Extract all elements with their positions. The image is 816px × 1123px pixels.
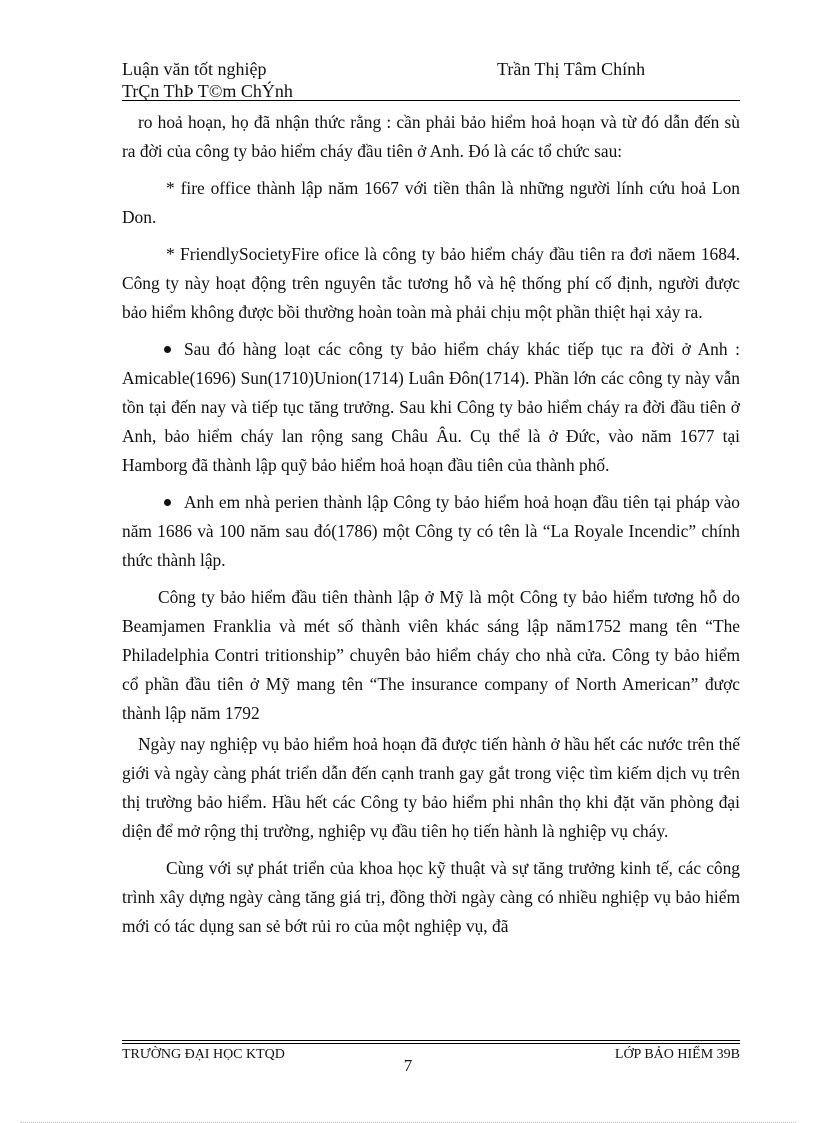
paragraph: Cùng với sự phát triển của khoa học kỹ thuật và sự tăng trưởng kinh tế, các công trình xây dựng ngày càng tăng giá trị, đồng thời ngày càng có nhiều nghiệp vụ bảo hiểm mới có tác dụng san sẻ bớt rủi ro của một nghiệp vụ, đã (122, 858, 740, 936)
bullet-icon (164, 499, 171, 506)
footer-rule (122, 1040, 740, 1041)
thesis-title: Luận văn tốt nghiệp (122, 59, 267, 79)
running-header-left (122, 58, 293, 102)
bullet-paragraph (122, 488, 740, 575)
bullet-icon (164, 346, 171, 353)
bullet-text: Anh em nhà perien thành lập Công ty bảo hiểm hoả hoạn đầu tiên tại pháp vào năm 1686 và 100 năm sau đó(1786) một Công ty có tên là “La Royale Incendic” chính thức thành lập. (122, 492, 740, 570)
paragraph: Ngày nay nghiệp vụ bảo hiểm hoả hoạn đã được tiến hành ở hầu hết các nước trên thế giới và ngày càng phát triển dẫn đến cạnh tranh gay gắt trong việc tìm kiếm dịch vụ trên thị trường bảo hiểm. Hầu hết các Công ty bảo hiểm phi nhân thọ khi đặt văn phòng đại diện để mở rộng thị trường, nghiệp vụ đầu tiên họ tiến hành là nghiệp vụ cháy. (122, 734, 740, 841)
author-name-garbled: TrÇn ThÞ T©m ChÝnh (122, 81, 293, 101)
document-body (122, 108, 740, 949)
paragraph: Công ty bảo hiểm đầu tiên thành lập ở Mỹ là một Công ty bảo hiểm tương hỗ do Beamjamen Franklia và mét số thành viên khác sáng lập năm1752 mang tên “The Philadelphia Contri tritionship” chuyên bảo hiểm cháy cho nhà cửa. Công ty bảo hiểm cổ phần đầu tiên ở Mỹ mang tên “The insurance company of North American” được thành lập năm 1792 (122, 587, 740, 723)
paragraph: ro hoả hoạn, họ đã nhận thức rằng : cần phải bảo hiểm hoả hoạn và từ đó dẫn đến sù ra đời của công ty bảo hiểm cháy đầu tiên ở Anh. Đó là các tổ chức sau: (122, 112, 740, 161)
bullet-text: Sau đó hàng loạt các công ty bảo hiểm cháy khác tiếp tục ra đời ở Anh : Amicable(1696) Sun(1710)Union(1714) Luân Đôn(1714). Phần lớn các công ty này vẫn tồn tại đến nay và tiếp tục tăng trưởng. Sau khi Công ty bảo hiểm cháy ra đời đầu tiên ở Anh, bảo hiểm cháy lan rộng sang Châu Âu. Cụ thể là ở Đức, vào năm 1677 tại Hamborg đã thành lập quỹ bảo hiểm hoả hoạn đầu tiên của thành phố. (122, 339, 740, 475)
author-name: Trần Thị Tâm Chính (497, 59, 646, 79)
bullet-paragraph (122, 335, 740, 480)
footer-school: TRƯỜNG ĐẠI HỌC KTQD (122, 1047, 285, 1062)
footer-class: LỚP BẢO HIỂM 39B (614, 1047, 740, 1062)
footer-rule (122, 1043, 740, 1044)
paragraph: * FriendlySocietyFire ofice là công ty bảo hiểm cháy đầu tiên ra đơi năem 1684. Công ty này hoạt động trên nguyên tắc tương hỗ và hệ thống phí cố định, người được bảo hiểm không được bồi thường hoàn toàn mà phải chịu một phần thiệt hại xảy ra. (122, 244, 740, 322)
header-rule (122, 100, 740, 101)
paragraph: * fire office thành lập năm 1667 với tiền thân là những người lính cứu hoả Lon Don. (122, 178, 740, 227)
page-number: 7 (403, 1056, 413, 1075)
